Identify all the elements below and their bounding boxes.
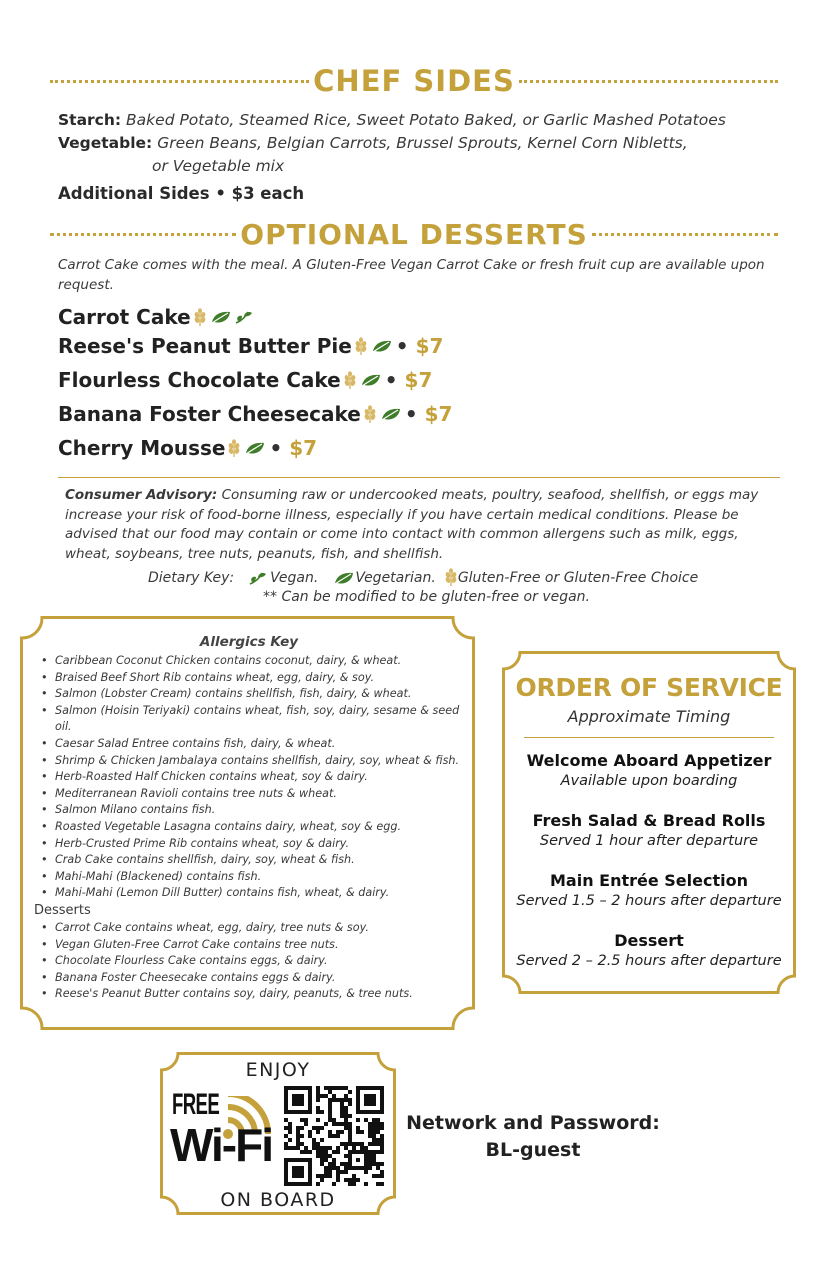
allergies-list xyxy=(34,653,464,902)
allergy-item: • Caribbean Coconut Chicken contains coconut, dairy, & wheat. xyxy=(34,653,464,670)
order-subtitle: Approximate Timing xyxy=(567,707,731,726)
allergy-item: • Roasted Vegetable Lasagna contains dairy, wheat, soy & egg. xyxy=(34,819,464,836)
dessert-price: $7 xyxy=(289,436,318,460)
order-item-name: Main Entrée Selection xyxy=(549,871,748,890)
vegan-icon xyxy=(248,570,270,586)
desserts-intro: Carrot Cake comes with the meal. A Gluten-Free Vegan Carrot Cake or fresh fruit cup are available upon request. xyxy=(58,257,765,293)
vegetable-value: Green Beans, Belgian Carrots, Brussel Sprouts, Kernel Corn Nibletts, xyxy=(157,134,688,152)
vegetarian-icon xyxy=(244,440,266,456)
dessert-price: $7 xyxy=(424,402,453,426)
allergies-dessert-list xyxy=(34,920,464,1003)
allergy-item: • Mahi-Mahi (Blackened) contains fish. xyxy=(34,869,464,886)
starch-value: Baked Potato, Steamed Rice, Sweet Potato Baked, or Garlic Mashed Potatoes xyxy=(126,111,726,129)
gluten-free-icon xyxy=(444,568,458,587)
order-item-name: Dessert xyxy=(614,931,684,950)
allergy-dessert-item: • Carrot Cake contains wheat, egg, dairy, tree nuts & soy. xyxy=(34,920,464,937)
gluten-free-icon xyxy=(363,405,377,424)
starch-line xyxy=(58,109,726,132)
gluten-free-icon xyxy=(193,308,207,327)
network-label: Network and Password: xyxy=(406,1112,660,1134)
dietary-vegetarian: Vegetarian. xyxy=(355,569,436,586)
allergy-item: • Mahi-Mahi (Lemon Dill Butter) contains fish, wheat, & dairy. xyxy=(34,885,464,902)
allergy-item: • Salmon (Hoisin Teriyaki) contains wheat, fish, soy, dairy, sesame & seed oil. xyxy=(34,703,464,736)
order-item xyxy=(502,871,796,911)
dessert-name: Banana Foster Cheesecake xyxy=(58,402,361,426)
vegetable-value-2: or Vegetable mix xyxy=(152,157,285,175)
dietary-key xyxy=(148,568,702,587)
chef-sides-heading xyxy=(50,64,778,98)
qr-code-icon[interactable] xyxy=(284,1086,384,1186)
order-item xyxy=(502,931,796,971)
order-item xyxy=(502,751,796,791)
vegetable-line-2 xyxy=(152,155,284,178)
vegetarian-icon xyxy=(360,372,382,388)
dessert-bullet: • xyxy=(269,436,283,460)
allergies-content xyxy=(34,634,464,1003)
dietary-note: ** Can be modified to be gluten-free or vegan. xyxy=(263,589,591,605)
order-item xyxy=(502,811,796,851)
wifi-panel xyxy=(160,1052,396,1215)
desserts-heading xyxy=(50,218,778,251)
wifi-logo-text: Wi-Fi xyxy=(170,1119,272,1171)
allergy-item: • Caesar Salad Entree contains fish, dairy, & wheat. xyxy=(34,736,464,753)
order-item-name: Welcome Aboard Appetizer xyxy=(526,751,772,770)
allergy-item: • Herb-Crusted Prime Rib contains wheat, soy & dairy. xyxy=(34,836,464,853)
dietary-key-label: Dietary Key: xyxy=(148,569,235,586)
additional-sides: Additional Sides • $3 each xyxy=(58,184,305,203)
dessert-item xyxy=(58,368,432,392)
order-item-time: Available upon boarding xyxy=(560,773,738,789)
allergy-dessert-item: • Banana Foster Cheesecake contains eggs & dairy. xyxy=(34,970,464,987)
dessert-bullet: • xyxy=(404,402,418,426)
dessert-bullet: • xyxy=(395,334,409,358)
dessert-item xyxy=(58,334,443,358)
dietary-gluten-free: Gluten-Free or Gluten-Free Choice xyxy=(457,569,699,586)
order-item-time: Served 2 – 2.5 hours after departure xyxy=(516,953,782,969)
gluten-free-icon xyxy=(354,337,368,356)
allergy-item: • Salmon Milano contains fish. xyxy=(34,802,464,819)
section-divider xyxy=(58,477,780,478)
vegetarian-icon xyxy=(333,570,355,586)
dessert-item xyxy=(58,305,256,329)
order-item-time: Served 1.5 – 2 hours after departure xyxy=(516,893,782,909)
dessert-bullet: • xyxy=(384,368,398,392)
allergy-dessert-item: • Vegan Gluten-Free Carrot Cake contains tree nuts. xyxy=(34,937,464,954)
allergy-item: • Salmon (Lobster Cream) contains shellfish, fish, dairy, & wheat. xyxy=(34,686,464,703)
vegetarian-icon xyxy=(210,309,232,325)
wifi-free: FREE xyxy=(172,1088,220,1121)
order-item-time: Served 1 hour after departure xyxy=(539,833,759,849)
network-info xyxy=(402,1110,664,1164)
wifi-on-board: ON BOARD xyxy=(220,1189,336,1211)
vegetarian-icon xyxy=(380,406,402,422)
dessert-item xyxy=(58,402,452,426)
vegetable-label: Vegetable: xyxy=(58,134,153,152)
dietary-vegan: Vegan. xyxy=(270,569,319,586)
network-password: BL-guest xyxy=(485,1139,581,1161)
dessert-name: Flourless Chocolate Cake xyxy=(58,368,341,392)
gluten-free-icon xyxy=(227,439,241,458)
advisory-text: Consuming raw or undercooked meats, poultry, seafood, shellfish, or eggs may increase your risk of food-borne illness, especially if you have certain medical conditions. Please be advised that our food may contain or come into contact with common allergens such as milk, eggs, wheat, soybeans, tree nuts, peanuts, fish, and shellfish. xyxy=(65,487,759,562)
allergy-item: • Braised Beef Short Rib contains wheat, egg, dairy, & soy. xyxy=(34,670,464,687)
advisory-label: Consumer Advisory: xyxy=(65,487,218,503)
order-divider xyxy=(524,737,774,738)
allergies-desserts-label: Desserts xyxy=(34,902,91,918)
dessert-name: Cherry Mousse xyxy=(58,436,226,460)
allergy-item: • Mediterranean Ravioli contains tree nuts & wheat. xyxy=(34,786,464,803)
dessert-price: $7 xyxy=(415,334,444,358)
dessert-price: $7 xyxy=(404,368,433,392)
starch-label: Starch: xyxy=(58,111,122,129)
dessert-name: Carrot Cake xyxy=(58,305,191,329)
allergies-title: Allergics Key xyxy=(199,634,299,650)
allergy-item: • Herb-Roasted Half Chicken contains wheat, soy & dairy. xyxy=(34,769,464,786)
dessert-item xyxy=(58,436,317,460)
vegetarian-icon xyxy=(371,338,393,354)
gluten-free-icon xyxy=(343,371,357,390)
vegan-icon xyxy=(234,309,256,325)
order-of-service-panel xyxy=(502,651,796,994)
order-title: ORDER OF SERVICE xyxy=(515,673,783,702)
consumer-advisory xyxy=(65,486,777,564)
chef-sides-title: CHEF SIDES xyxy=(313,64,515,98)
allergy-item: • Shrimp & Chicken Jambalaya contains shellfish, dairy, soy, wheat & fish. xyxy=(34,753,464,770)
wifi-enjoy: ENJOY xyxy=(245,1059,311,1081)
allergies-panel xyxy=(20,616,475,1030)
dessert-name: Reese's Peanut Butter Pie xyxy=(58,334,352,358)
allergy-dessert-item: • Chocolate Flourless Cake contains eggs, & dairy. xyxy=(34,953,464,970)
allergy-dessert-item: • Reese's Peanut Butter contains soy, dairy, peanuts, & tree nuts. xyxy=(34,986,464,1003)
desserts-title: OPTIONAL DESSERTS xyxy=(240,218,588,251)
order-item-name: Fresh Salad & Bread Rolls xyxy=(532,811,766,830)
vegetable-line xyxy=(58,132,688,155)
allergy-item: • Crab Cake contains shellfish, dairy, soy, wheat & fish. xyxy=(34,852,464,869)
